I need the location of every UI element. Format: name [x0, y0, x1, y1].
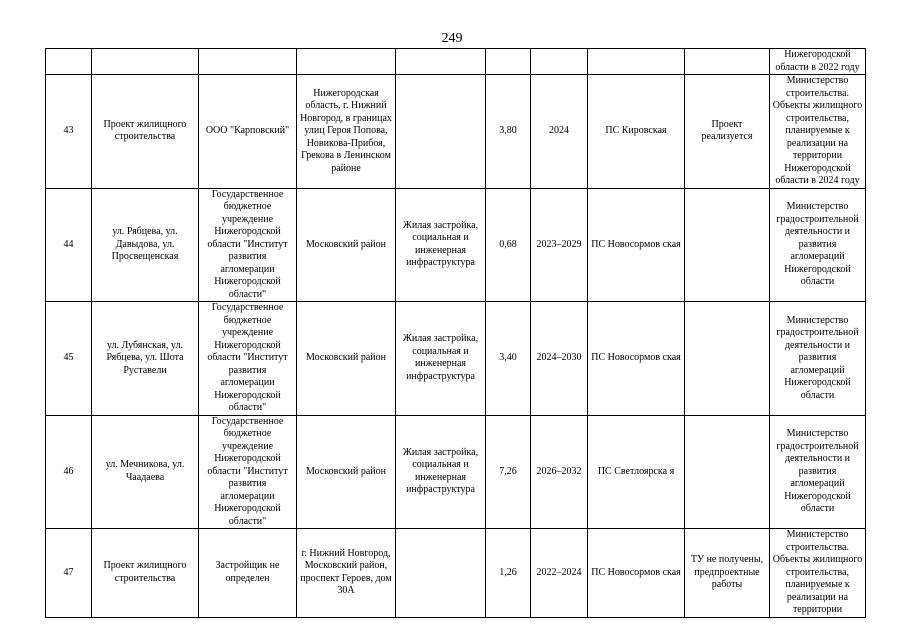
cell-location: Московский район: [297, 188, 396, 302]
cell-status: ТУ не получены, предпроектные работы: [685, 529, 770, 618]
cell-location: Московский район: [297, 415, 396, 529]
projects-table: [45, 48, 866, 618]
cell-substation: ПС Кировская: [588, 75, 685, 189]
cell-developer: [199, 49, 297, 75]
cell-purpose: Жилая застройка, социальная и инженерная инфраструктура: [396, 415, 486, 529]
cell-responsible: Министерство строительства. Объекты жилищного строительства, планируемые к реализации на территории: [770, 529, 866, 618]
cell-developer: Государственное бюджетное учреждение Нижегородской области "Институт развития агломерации Нижегородской области": [199, 415, 297, 529]
cell-status: [685, 415, 770, 529]
cell-status: [685, 302, 770, 416]
table-row: [46, 302, 866, 416]
cell-num: 47: [46, 529, 92, 618]
cell-purpose: [396, 49, 486, 75]
cell-developer: Государственное бюджетное учреждение Нижегородской области "Институт развития агломерации Нижегородской области": [199, 302, 297, 416]
cell-area: 0,68: [486, 188, 531, 302]
table-row: [46, 75, 866, 189]
page-number: 249: [441, 31, 463, 46]
cell-developer: ООО "Карповский": [199, 75, 297, 189]
cell-period: 2024–2030: [531, 302, 588, 416]
cell-purpose: Жилая застройка, социальная и инженерная инфраструктура: [396, 188, 486, 302]
cell-status: Проект реализуется: [685, 75, 770, 189]
cell-period: 2026–2032: [531, 415, 588, 529]
cell-status: [685, 188, 770, 302]
cell-period: 2023–2029: [531, 188, 588, 302]
cell-responsible: Министерство градостроительной деятельности и развития агломераций Нижегородской области: [770, 188, 866, 302]
cell-area: 3,40: [486, 302, 531, 416]
cell-name: Проект жилищного строительства: [92, 75, 199, 189]
cell-status: [685, 49, 770, 75]
cell-developer: Застройщик не определен: [199, 529, 297, 618]
table-row: [46, 529, 866, 618]
cell-period: 2022–2024: [531, 529, 588, 618]
cell-name: [92, 49, 199, 75]
cell-responsible: Министерство градостроительной деятельности и развития агломераций Нижегородской области: [770, 302, 866, 416]
cell-responsible: Министерство строительства. Объекты жилищного строительства, планируемые к реализации на территории Нижегородской области в 2024 году: [770, 75, 866, 189]
cell-name: ул. Лубянская, ул. Рябцева, ул. Шота Руставели: [92, 302, 199, 416]
cell-num: 46: [46, 415, 92, 529]
cell-substation: ПС Новосормов ская: [588, 302, 685, 416]
cell-period: [531, 49, 588, 75]
cell-location: г. Нижний Новгород, Московский район, проспект Героев, дом 30А: [297, 529, 396, 618]
table-row: [46, 188, 866, 302]
cell-substation: [588, 49, 685, 75]
cell-responsible: Министерство градостроительной деятельности и развития агломераций Нижегородской области: [770, 415, 866, 529]
table-row-continuation: [46, 49, 866, 75]
cell-substation: ПС Светлоярска я: [588, 415, 685, 529]
cell-num: [46, 49, 92, 75]
cell-responsible: Нижегородской области в 2022 году: [770, 49, 866, 75]
cell-purpose: [396, 529, 486, 618]
cell-purpose: Жилая застройка, социальная и инженерная инфраструктура: [396, 302, 486, 416]
cell-name: ул. Рябцева, ул. Давыдова, ул. Просвещенская: [92, 188, 199, 302]
cell-area: 7,26: [486, 415, 531, 529]
cell-area: 1,26: [486, 529, 531, 618]
cell-developer: Государственное бюджетное учреждение Нижегородской области "Институт развития агломерации Нижегородской области": [199, 188, 297, 302]
cell-location: [297, 49, 396, 75]
cell-num: 44: [46, 188, 92, 302]
cell-name: Проект жилищного строительства: [92, 529, 199, 618]
cell-name: ул. Мечникова, ул. Чаадаева: [92, 415, 199, 529]
cell-period: 2024: [531, 75, 588, 189]
cell-num: 45: [46, 302, 92, 416]
cell-area: 3,80: [486, 75, 531, 189]
cell-num: 43: [46, 75, 92, 189]
cell-substation: ПС Новосормов ская: [588, 529, 685, 618]
cell-substation: ПС Новосормов ская: [588, 188, 685, 302]
cell-area: [486, 49, 531, 75]
table-row: [46, 415, 866, 529]
cell-location: Московский район: [297, 302, 396, 416]
cell-location: Нижегородская область, г. Нижний Новгород, в границах улиц Героя Попова, Новикова-Прибоя, Грекова в Ленинском районе: [297, 75, 396, 189]
cell-purpose: [396, 75, 486, 189]
